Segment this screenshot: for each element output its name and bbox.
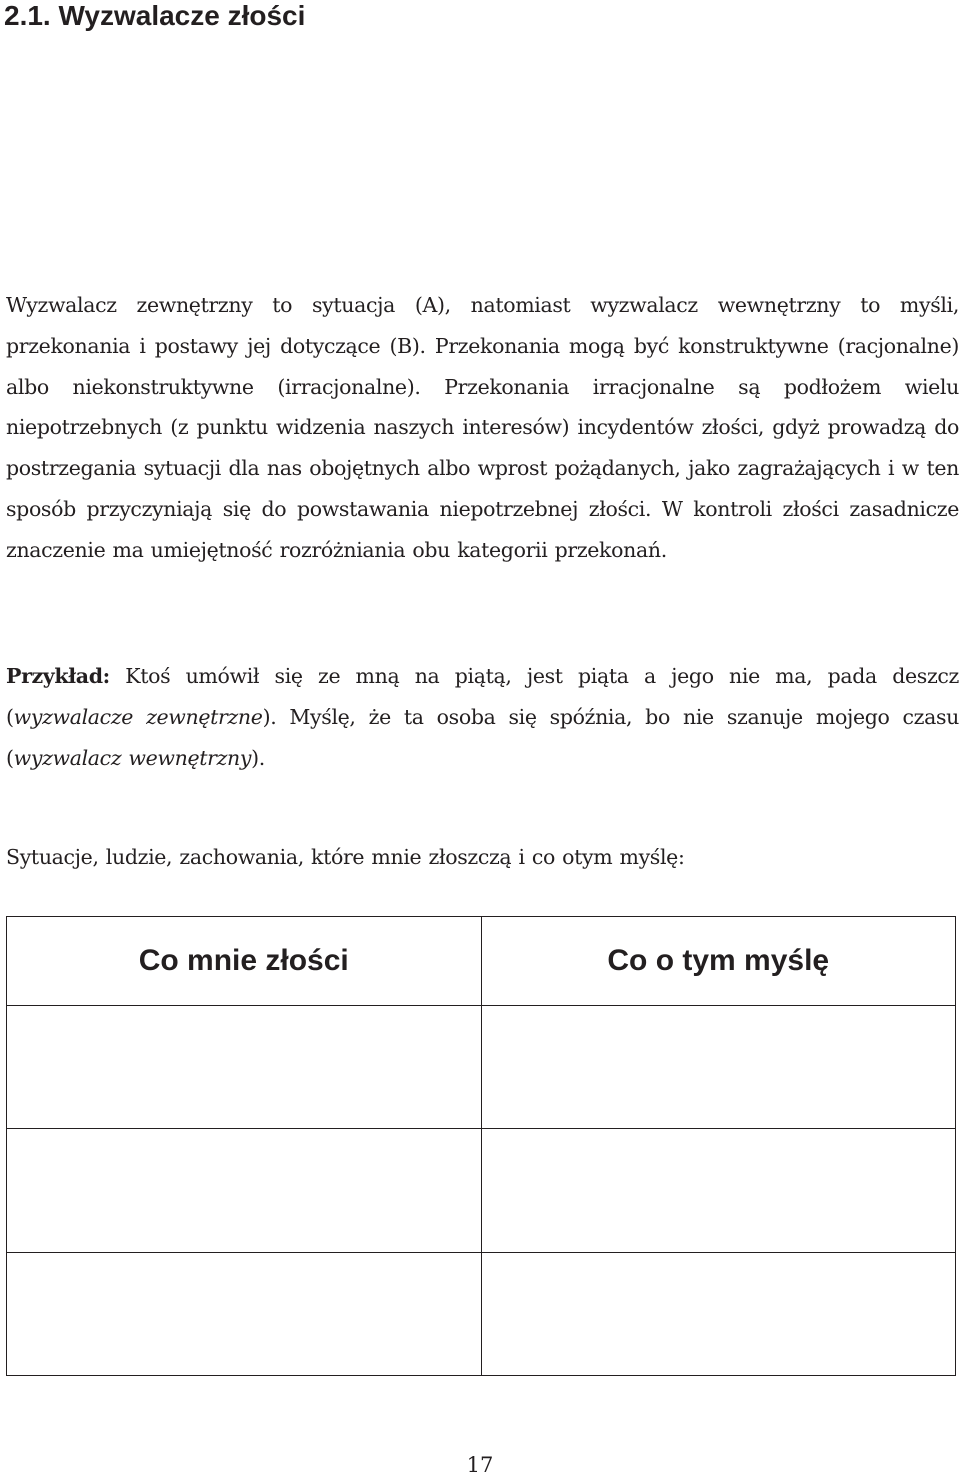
section-title: 2.1. Wyzwalacze złości <box>4 0 306 31</box>
worksheet-cell-what-angers[interactable] <box>7 1006 482 1129</box>
worksheet-row <box>7 1252 956 1375</box>
worksheet-row <box>7 1129 956 1252</box>
example-text-3: ). <box>251 745 265 770</box>
example-italic-1: wyzwalacze zewnętrzne <box>13 704 263 729</box>
worksheet-cell-what-angers[interactable] <box>7 1129 482 1252</box>
example-text-2: ). Myślę, że ta osoba się spóźnia, bo nie szanuje mojego czasu ( <box>6 704 959 770</box>
worksheet-table <box>6 916 956 1376</box>
example-label: Przykład: <box>6 664 110 688</box>
worksheet-cell-what-i-think[interactable] <box>481 1252 956 1375</box>
worksheet-header-row <box>7 917 956 1006</box>
worksheet-prompt: Sytuacje, ludzie, zachowania, które mnie złoszczą i co otym myślę: <box>6 845 685 869</box>
worksheet-header-what-angers: Co mnie złości <box>7 917 482 1006</box>
example-paragraph <box>6 656 959 778</box>
worksheet-row <box>7 1006 956 1129</box>
worksheet-cell-what-angers[interactable] <box>7 1252 482 1375</box>
page-number: 17 <box>466 1453 494 1477</box>
worksheet-cell-what-i-think[interactable] <box>481 1006 956 1129</box>
example-text-1: Ktoś umówił się ze mną na piątą, jest piąta a jego nie ma, pada deszcz ( <box>6 664 959 729</box>
intro-paragraph: Wyzwalacz zewnętrzny to sytuacja (A), natomiast wyzwalacz wewnętrzny to myśli, przekonania i postawy jej dotyczące (B). Przekonania mogą być konstruktywne (racjonalne) albo niekonstruktywne (irracjonalne). Przekonania irracjonalne są podłożem wielu niepotrzebnych (z punktu widzenia naszych interesów) incydentów złości, gdyż prowadzą do postrzegania sytuacji dla nas obojętnych albo wprost pożądanych, jako zagrażających i w ten sposób przyczyniają się do powstawania niepotrzebnej złości. W kontroli złości zasadnicze znaczenie ma umiejętność rozróżniania obu kategorii przekonań. <box>6 293 959 562</box>
worksheet-cell-what-i-think[interactable] <box>481 1129 956 1252</box>
example-italic-2: wyzwalacz wewnętrzny <box>13 745 252 770</box>
worksheet-header-what-i-think: Co o tym myślę <box>481 917 956 1006</box>
